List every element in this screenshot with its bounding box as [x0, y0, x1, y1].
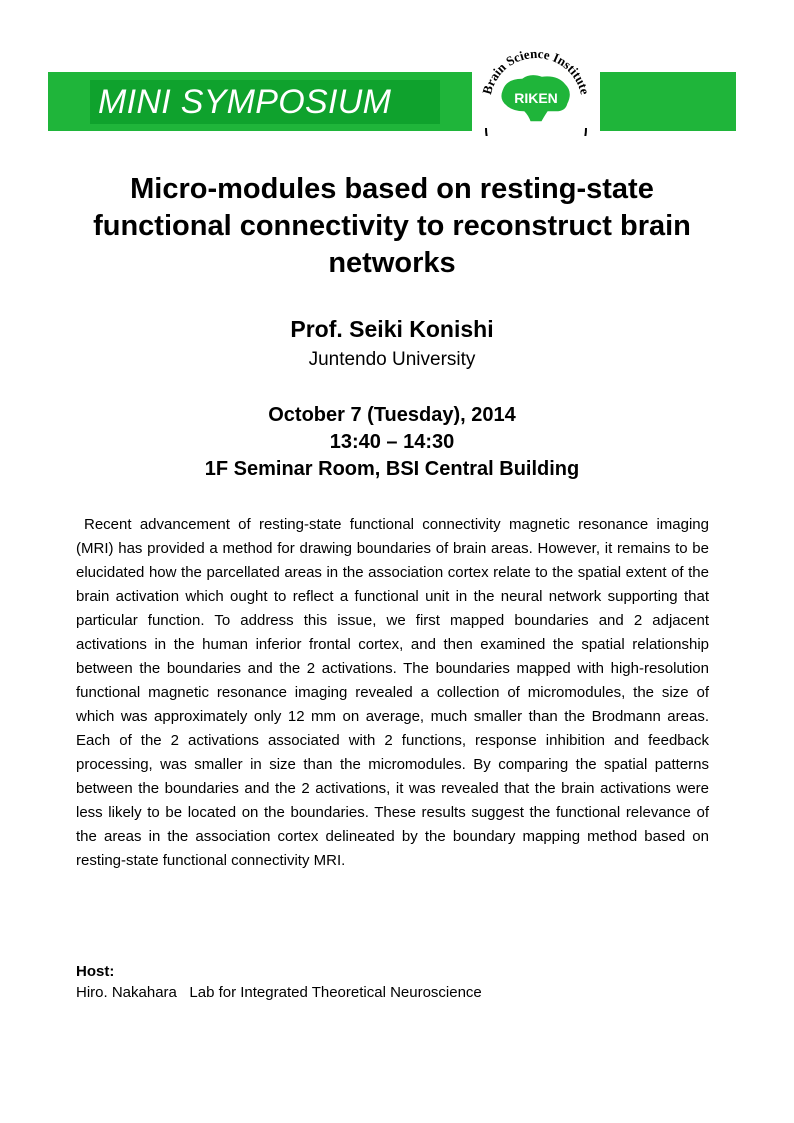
host-info: Hiro. Nakahara Lab for Integrated Theoretical Neuroscience	[76, 984, 482, 1001]
logo-arc-text: Brain Science Institute	[479, 46, 593, 97]
speaker-name: Prof. Seiki Konishi	[290, 316, 494, 342]
abstract-text: Recent advancement of resting-state functional connectivity magnetic resonance imaging (MRI) has provided a method for drawing boundaries of brain areas. However, it remains to be elucidated how the parcellated areas in the association cortex relate to the spatial extent of the brain activation which ought to reflect a functional unit in the neural network supporting that particular function. To address this issue, we first mapped boundaries and 2 adjacent activations in the human inferior frontal cortex, and then examined the spatial relationship between the boundaries and the 2 activations. The boundaries mapped with high-resolution functional magnetic resonance imaging revealed a collection of micromodules, the size of which was approximately only 12 mm on average, much smaller than the Brodmann areas. Each of the 2 activations associated with 2 functions, response inhibition and feedback processing, was smaller in size than the micromodules. By comparing the spatial patterns between the boundaries and the 2 activations, it was revealed that the brain activations were less likely to be located on the boundaries. These results suggest the functional relevance of the areas in the association cortex delineated by the boundary mapping method based on resting-state functional connectivity MRI.	[76, 516, 709, 869]
speaker-affiliation: Juntendo University	[308, 349, 476, 370]
host-label: Host:	[76, 963, 115, 980]
riken-bsi-logo	[472, 46, 600, 136]
event-date: October 7 (Tuesday), 2014	[268, 404, 516, 426]
banner-label: MINI SYMPOSIUM	[98, 83, 392, 121]
logo-badge-text: RIKEN	[514, 90, 558, 106]
event-location: 1F Seminar Room, BSI Central Building	[204, 458, 580, 480]
event-time: 13:40 – 14:30	[329, 431, 455, 453]
talk-title: Micro-modules based on resting-state functional connectivity to reconstruct brain networks	[93, 173, 691, 279]
